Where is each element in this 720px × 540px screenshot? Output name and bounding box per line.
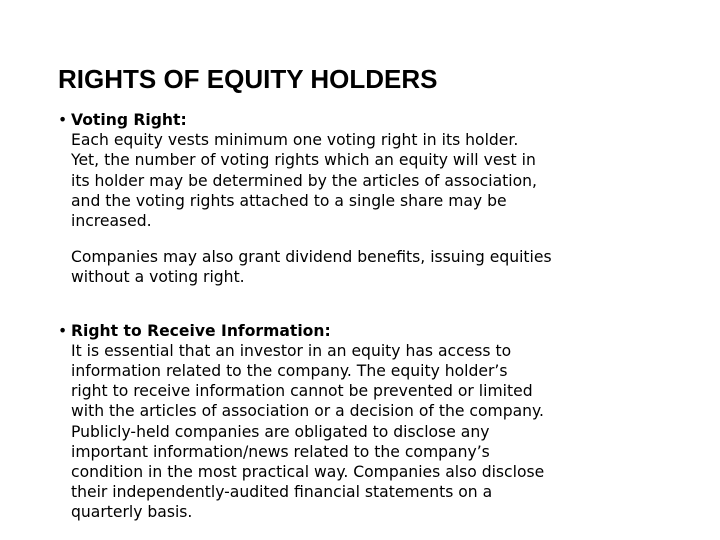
bullet-dot-icon: • xyxy=(58,321,68,340)
bullet-paragraph: It is essential that an investor in an equity has access to information related to the company. The equity holder’s right to receive information cannot be prevented or limited with the articles of association or a decision of the company. Publicly-held companies are obligated to disclose any important information/news related to the company’s condition in the most practical way. Companies also disclose their independently-audited financial statements on a quarterly basis. xyxy=(71,341,545,522)
bullet-paragraph: Companies may also grant dividend benefits, issuing equities without a voting right. xyxy=(71,248,552,287)
slide-body xyxy=(58,110,678,523)
bullet-right-to-receive-information xyxy=(58,321,678,523)
bullet-paragraph: Each equity vests minimum one voting right in its holder. Yet, the number of voting rights which an equity will vest in its holder may be determined by the articles of association, and the voting rights attached to a single share may be increased. xyxy=(71,131,537,231)
bullet-heading: Right to Receive Information: xyxy=(71,321,331,340)
bullet-heading: Voting Right: xyxy=(71,111,187,129)
bullet-dot-icon: • xyxy=(58,111,68,129)
bullet-voting-right xyxy=(58,110,678,288)
slide-title: RIGHTS OF EQUITY HOLDERS xyxy=(58,64,438,94)
